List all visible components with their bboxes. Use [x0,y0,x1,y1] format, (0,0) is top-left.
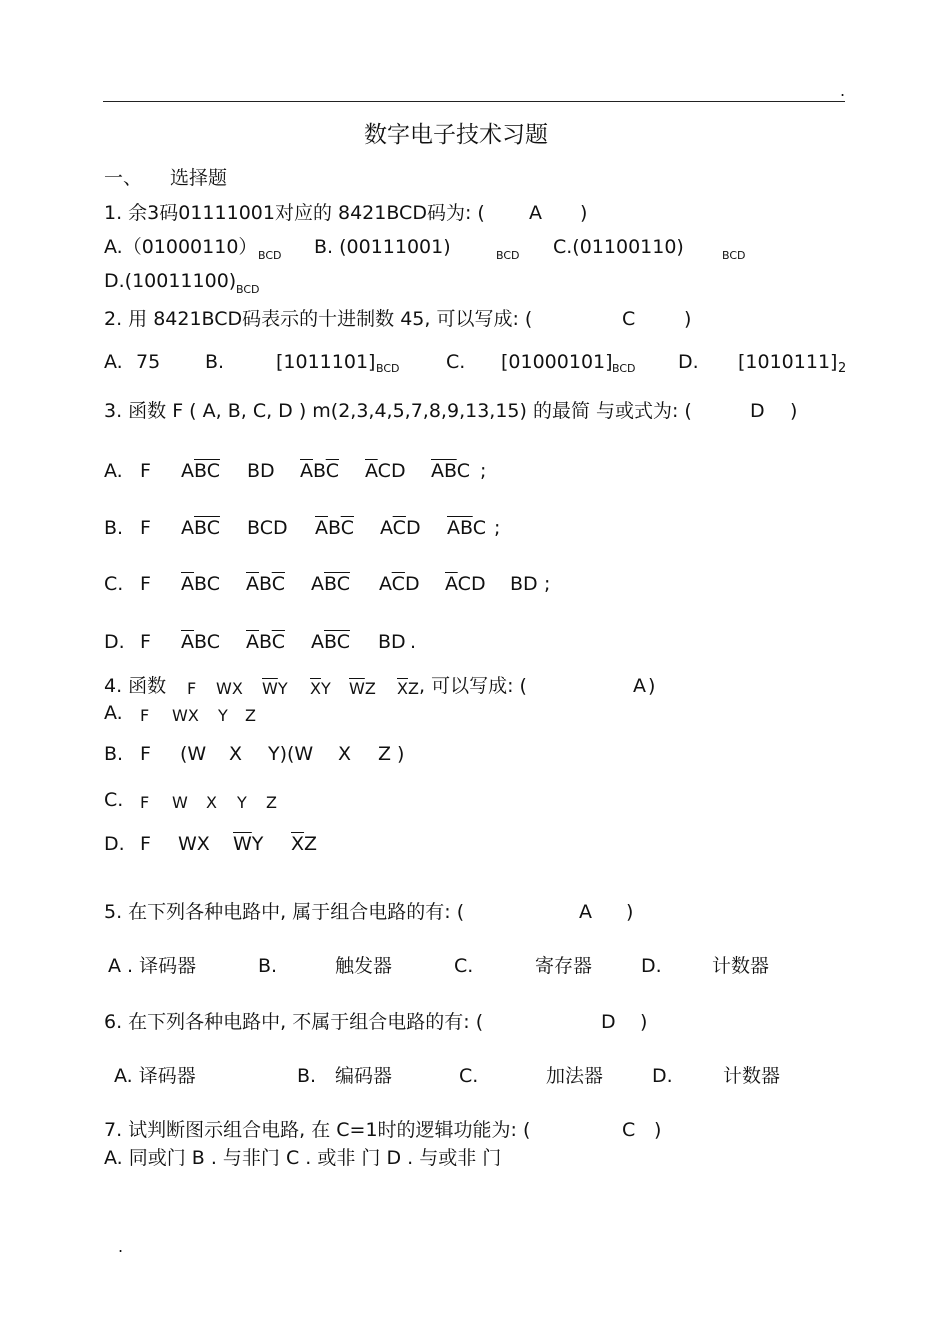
q3-a-t1a: A [181,460,194,482]
q4-expr-t2b: Y [277,679,288,698]
q1-option-d: D.(10011100) [104,270,237,292]
q5-answer: A [579,901,592,923]
q3-c-term3 [311,573,350,595]
q3-b-t3b: B [328,517,341,539]
section-number: 一、 [104,167,143,189]
q4-c-c: Y [237,793,247,812]
q3-d-t2b: B [259,631,272,653]
q3-answer: D [750,400,765,422]
q3-d-label: D. [104,631,125,653]
q4-c-b: X [206,793,217,812]
q3-a-term4 [365,460,406,482]
q1-answer: A [529,202,542,224]
q3-d-t1a: $\overline{A}$ [181,631,194,653]
q6-option-c-label: C. [459,1065,479,1087]
q2-option-c-sub: BCD [612,362,636,375]
q3-c-label: C. [104,573,124,595]
q3-a-term1 [181,460,220,482]
q4-expr-t1: WX [216,679,243,698]
q4-a-f: F [140,706,150,725]
q4-b-label: B. [104,743,124,765]
q4-expr-t5a: $\overline{X}$ [397,679,408,698]
q4-expr-t3b: Y [320,679,331,698]
q4-d-label: D. [104,833,125,855]
q3-c-t5a: $\overline{A}$ [445,573,458,595]
footer-dot: . [118,1237,124,1256]
q4-d-c2: Z [304,833,318,855]
q2-option-b-sub: BCD [376,362,400,375]
q1-option-a-sub: BCD [258,249,282,262]
q3-c-term1 [181,573,220,595]
q6-option-d-label: D. [652,1065,673,1087]
q3-b-t3a: $\overline{A}$ [315,517,328,539]
q3-a-t3a: $\overline{A}$ [300,460,313,482]
q3-c-t1a: $\overline{A}$ [181,573,194,595]
q3-d-term2 [246,631,285,653]
q4-expr-t4a: $\overline{W}$ [349,679,365,698]
q1-stem: 1. 余3码01111001对应的 8421BCD码为: ( [104,202,485,224]
q2-stem: 2. 用 8421BCD码表示的十进制数 45, 可以写成: ( [104,308,533,330]
q3-c-t2a: $\overline{A}$ [246,573,259,595]
q6-option-d: 计数器 [723,1065,781,1087]
q4-d-b [233,833,263,855]
q4-b-e: Z ) [378,743,405,765]
q4-b-b: X [229,743,243,765]
q4-expr-t5 [397,678,419,700]
q5-option-c: 寄存器 [535,955,593,977]
q4-b-a: (W [180,743,207,765]
q5-close: ) [626,901,634,923]
q4-expr-t2a: $\overline{W}$ [262,679,278,698]
q7-answer: C [622,1119,636,1141]
q4-answer: A [633,675,646,697]
q2-close: ) [684,308,692,330]
q3-a-t4a: $\overline{A}$ [365,460,378,482]
q3-b-term2: BCD [247,517,288,539]
q3-b-t1b: $\overline{BC}$ [194,517,220,539]
q4-stem-prefix: 4. 函数 [104,675,167,697]
q3-a-term5 [431,460,470,482]
q3-a-t3c: $\overline{C}$ [325,460,339,482]
q3-c-t4c: D [404,573,420,595]
q2-option-b-value: [1011101] [276,351,376,373]
q3-c-t3b: $\overline{BC}$ [324,573,350,595]
q1-close: ) [580,202,588,224]
q4-d-b1: $\overline{W}$ [233,833,252,855]
q3-b-term1 [181,517,220,539]
q3-c-end: ; [544,573,551,595]
q3-b-f: F [140,517,151,539]
q5-option-b: 触发器 [335,955,393,977]
q3-d-t2a: $\overline{A}$ [246,631,259,653]
q4-expr-f: F [187,679,197,698]
q4-a-label: A. [104,702,123,724]
q3-close: ) [790,400,798,422]
q2-option-d-label: D. [678,351,699,373]
header-dot: . [840,81,846,100]
q4-expr-t3 [310,678,331,700]
q3-c-term4 [379,573,420,595]
q3-a-f: F [140,460,151,482]
q4-c-d: Z [266,793,277,812]
q4-expr-t3a: $\overline{X}$ [310,679,321,698]
q5-option-b-label: B. [258,955,278,977]
q6-answer: D [601,1011,616,1033]
q3-c-term2 [246,573,285,595]
q1-option-c-sub: BCD [722,249,746,262]
q7-options: A. 同或门 B . 与非门 C . 或非 门 D . 与或非 门 [104,1147,502,1169]
q3-d-t3b: $\overline{BC}$ [324,631,350,653]
q2-option-c-label: C. [446,351,466,373]
q5-option-a: A . 译码器 [108,955,197,977]
q3-a-t4b: CD [377,460,406,482]
q3-b-t1a: A [181,517,194,539]
q3-b-term5 [447,517,486,539]
q6-option-c: 加法器 [546,1065,604,1087]
q4-b-d: X [338,743,352,765]
q3-b-term3 [315,517,354,539]
q3-c-f: F [140,573,151,595]
q4-a-a: WX [172,706,199,725]
q2-option-d-value: [1010111] [738,351,838,373]
q4-a-b: Y [218,706,228,725]
q2-option-a-value: 75 [136,351,161,373]
q4-c-f: F [140,793,150,812]
q3-b-label: B. [104,517,124,539]
q3-b-t5c: C [472,517,486,539]
q6-option-a: A. 译码器 [114,1065,196,1087]
q4-b-c: Y)(W [268,743,314,765]
q4-c-a: W [172,793,188,812]
q3-a-t5a: $\overline{AB}$ [431,460,457,482]
q3-c-t1b: BC [194,573,220,595]
q3-d-f: F [140,631,151,653]
q7-stem: 7. 试判断图示组合电路, 在 C=1时的逻辑功能为: ( [104,1119,531,1141]
q1-option-d-sub: BCD [236,283,260,296]
q3-c-term5 [445,573,486,595]
q3-a-end: ; [480,460,487,482]
q3-d-t2c: $\overline{C}$ [271,631,285,653]
q1-option-a: A.（01000110） [104,236,258,258]
q3-a-term2: BD [247,460,275,482]
q3-d-t1b: BC [194,631,220,653]
q3-a-label: A. [104,460,123,482]
q5-option-d-label: D. [641,955,662,977]
q4-d-a: WX [178,833,210,855]
q3-c-t3a: A [311,573,324,595]
q3-d-term4: BD [378,631,406,653]
q2-option-c-value: [01000101] [501,351,613,373]
q5-option-c-label: C. [454,955,474,977]
q2-answer: C [622,308,636,330]
q4-d-f: F [140,833,151,855]
q4-expr-t4 [349,678,376,700]
q4-close: ) [648,675,656,697]
q4-stem-suffix: , 可以写成: ( [419,675,527,697]
q3-d-term3 [311,631,350,653]
q3-d-t3a: A [311,631,324,653]
q6-option-b-label: B. [297,1065,317,1087]
header-rule [103,101,845,102]
q3-c-t2b: B [259,573,272,595]
q3-stem: 3. 函数 F ( A, B, C, D ) m(2,3,4,5,7,8,9,13,15) 的最简 与或式为: ( [104,400,692,422]
q2-option-a-label: A. [104,351,123,373]
q3-b-t5b: $\overline{B}$ [460,517,473,539]
q1-option-b-sub: BCD [496,249,520,262]
q3-b-end: ; [494,517,501,539]
q4-expr-t5b: Z [407,679,419,698]
q3-b-t4a: A [380,517,393,539]
section-label: 选择题 [170,167,228,189]
q3-d-term1 [181,631,220,653]
q4-a-c: Z [245,706,256,725]
q4-d-b2: Y [251,833,264,855]
q4-d-c [291,833,317,855]
q3-a-term3 [300,460,339,482]
q4-expr-t4b: Z [364,679,376,698]
q1-option-b: B. (00111001) [314,236,451,258]
q7-close: ) [654,1119,662,1141]
q2-option-d-tail: 2 [838,361,847,376]
q4-b-f: F [140,743,151,765]
q2-option-b-label: B. [205,351,225,373]
q3-c-t2c: $\overline{C}$ [271,573,285,595]
q3-c-t5b: CD [457,573,486,595]
q6-stem: 6. 在下列各种电路中, 不属于组合电路的有: ( [104,1011,484,1033]
q1-option-c: C.(01100110) [553,236,684,258]
q4-d-c1: $\overline{X}$ [291,833,305,855]
q3-b-t4c: D [405,517,421,539]
q4-c-label: C. [104,789,124,811]
q5-stem: 5. 在下列各种电路中, 属于组合电路的有: ( [104,901,465,923]
q6-option-b: 编码器 [335,1065,393,1087]
page-title: 数字电子技术习题 [364,122,548,148]
q3-c-t4a: A [379,573,392,595]
q3-b-t3c: $\overline{C}$ [340,517,354,539]
q3-d-end: . [410,631,417,653]
q3-a-t3b: B [313,460,326,482]
q3-b-term4 [380,517,421,539]
q5-option-d: 计数器 [712,955,770,977]
q4-expr-t2 [262,678,288,700]
q3-a-t1b: $\overline{BC}$ [194,460,220,482]
q3-a-t5b: C [456,460,470,482]
q3-c-term6: BD [510,573,538,595]
q3-c-t4b: $\overline{C}$ [391,573,405,595]
q6-close: ) [640,1011,648,1033]
q3-b-t5a: $\overline{A}$ [447,517,460,539]
q3-b-t4b: $\overline{C}$ [392,517,406,539]
